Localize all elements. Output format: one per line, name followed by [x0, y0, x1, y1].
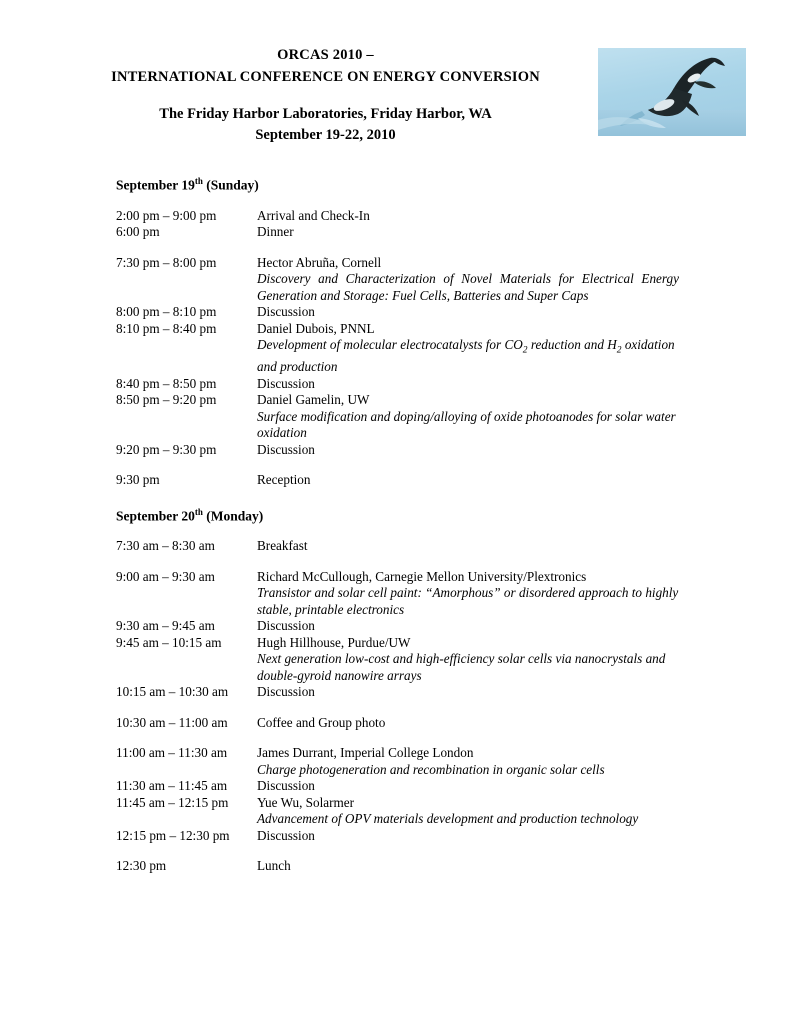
day-heading-suffix: (Sunday) — [202, 177, 259, 193]
row-detail — [257, 745, 679, 778]
day-heading-sup: th — [194, 506, 203, 517]
row-detail — [257, 208, 679, 225]
row-time: 9:30 am – 9:45 am — [116, 618, 215, 634]
schedule-row — [0, 208, 791, 225]
row-speaker: Daniel Dubois, PNNL — [257, 320, 375, 336]
schedule-row — [0, 778, 791, 795]
day-heading — [0, 176, 791, 194]
row-time: 6:00 pm — [116, 224, 160, 239]
row-time: 7:30 am – 8:30 am — [116, 538, 215, 554]
row-detail — [257, 255, 679, 305]
row-time: 12:15 pm – 12:30 pm — [116, 827, 230, 843]
row-detail — [257, 376, 679, 393]
row-time: 11:00 am – 11:30 am — [116, 745, 228, 761]
row-time: 8:50 pm – 9:20 pm — [116, 392, 217, 408]
day-heading-main: September 20 — [116, 508, 195, 524]
row-talk-title: Advancement of OPV materials development and production technology — [257, 811, 639, 827]
dates-line: September 19-22, 2010 — [255, 127, 396, 143]
schedule-row — [0, 224, 791, 241]
row-speaker: Hugh Hillhouse, Purdue/UW — [257, 634, 411, 650]
row-talk-title: Next generation low-cost and high-efficiency solar cells via nanocrystals and double-gyroid nanowire arrays — [257, 651, 666, 683]
row-time: 10:30 am – 11:00 am — [116, 714, 228, 730]
row-detail — [257, 321, 679, 376]
row-speaker: James Durrant, Imperial College London — [257, 745, 474, 761]
row-plain: Reception — [257, 472, 311, 488]
row-detail — [257, 618, 679, 635]
row-detail — [257, 224, 679, 241]
row-detail — [257, 442, 679, 459]
row-talk-title: Transistor and solar cell paint: “Amorphous” or disordered approach to highly stable, printable electronics — [257, 585, 679, 617]
row-plain: Breakfast — [257, 538, 308, 554]
row-talk-title: Surface modification and doping/alloying of oxide photoanodes for solar water oxidation — [257, 408, 676, 441]
row-plain: Discussion — [257, 618, 315, 634]
schedule-row — [0, 392, 791, 442]
row-detail — [257, 684, 679, 701]
day-heading-suffix: (Monday) — [202, 508, 264, 524]
orca-photo — [598, 48, 746, 136]
schedule-row — [0, 442, 791, 459]
day-block — [0, 176, 791, 489]
row-plain: Arrival and Check-In — [257, 207, 370, 223]
schedule-row — [0, 745, 791, 778]
row-plain: Dinner — [257, 224, 294, 239]
schedule-row — [0, 538, 791, 555]
day-block — [0, 507, 791, 875]
title-line-1: ORCAS 2010 – — [277, 47, 374, 63]
row-time: 11:45 am – 12:15 pm — [116, 794, 229, 810]
row-time: 9:20 pm – 9:30 pm — [116, 441, 217, 457]
row-time: 8:10 pm – 8:40 pm — [116, 320, 217, 336]
orca-illustration — [598, 48, 746, 136]
row-plain: Discussion — [257, 778, 315, 794]
row-detail — [257, 635, 679, 685]
schedule-row — [0, 858, 791, 875]
schedule-row — [0, 321, 791, 376]
schedule-row — [0, 618, 791, 635]
row-speaker: Yue Wu, Solarmer — [257, 794, 355, 810]
row-time: 12:30 pm — [116, 858, 167, 874]
row-detail — [257, 569, 679, 619]
venue-line: The Friday Harbor Laboratories, Friday Harbor, WA — [159, 106, 492, 122]
row-time: 10:15 am – 10:30 am — [116, 684, 229, 700]
row-detail — [257, 304, 679, 321]
schedule-row — [0, 795, 791, 828]
row-speaker: Daniel Gamelin, UW — [257, 392, 370, 408]
row-detail — [257, 392, 679, 442]
schedule-row — [0, 304, 791, 321]
row-detail — [257, 828, 679, 845]
row-time: 9:00 am – 9:30 am — [116, 568, 215, 584]
row-plain: Coffee and Group photo — [257, 714, 386, 730]
row-time: 7:30 pm – 8:00 pm — [116, 254, 217, 270]
row-plain: Lunch — [257, 858, 291, 874]
day-heading — [0, 507, 791, 525]
row-time: 8:40 pm – 8:50 pm — [116, 375, 217, 391]
row-detail — [257, 715, 679, 732]
row-time: 9:30 pm — [116, 472, 160, 488]
row-detail — [257, 472, 679, 489]
row-time: 11:30 am – 11:45 am — [116, 778, 228, 794]
schedule-list — [0, 176, 791, 875]
row-speaker: Hector Abruña, Cornell — [257, 254, 382, 270]
title-line-2: INTERNATIONAL CONFERENCE ON ENERGY CONVERSION — [111, 69, 540, 85]
row-speaker: Richard McCullough, Carnegie Mellon University/Plextronics — [257, 568, 587, 584]
schedule-row — [0, 376, 791, 393]
schedule-row — [0, 684, 791, 701]
row-plain: Discussion — [257, 375, 315, 391]
row-talk-title: Discovery and Characterization of Novel Materials for Electrical Energy Generation and Storage: Fuel Cells, Batteries and Super Caps — [257, 271, 679, 303]
schedule-row — [0, 569, 791, 619]
schedule-row — [0, 828, 791, 845]
schedule-row — [0, 472, 791, 489]
day-heading-sup: th — [194, 176, 203, 186]
schedule-row — [0, 715, 791, 732]
row-detail — [257, 795, 679, 828]
row-time: 9:45 am – 10:15 am — [116, 634, 222, 650]
row-time: 8:00 pm – 8:10 pm — [116, 304, 217, 319]
row-plain: Discussion — [257, 441, 315, 457]
day-heading-main: September 19 — [116, 177, 195, 193]
schedule-row — [0, 635, 791, 685]
row-detail — [257, 858, 679, 875]
row-time: 2:00 pm – 9:00 pm — [116, 207, 217, 223]
row-plain: Discussion — [257, 827, 315, 843]
row-detail — [257, 538, 679, 555]
row-detail — [257, 778, 679, 795]
row-plain: Discussion — [257, 684, 315, 700]
row-plain: Discussion — [257, 304, 315, 319]
schedule-row — [0, 255, 791, 305]
row-talk-title: Development of molecular electrocatalysts for $CO_2$ reduction and $H_2$ oxidation and production — [257, 337, 675, 375]
row-talk-title: Charge photogeneration and recombination in organic solar cells — [257, 761, 605, 777]
